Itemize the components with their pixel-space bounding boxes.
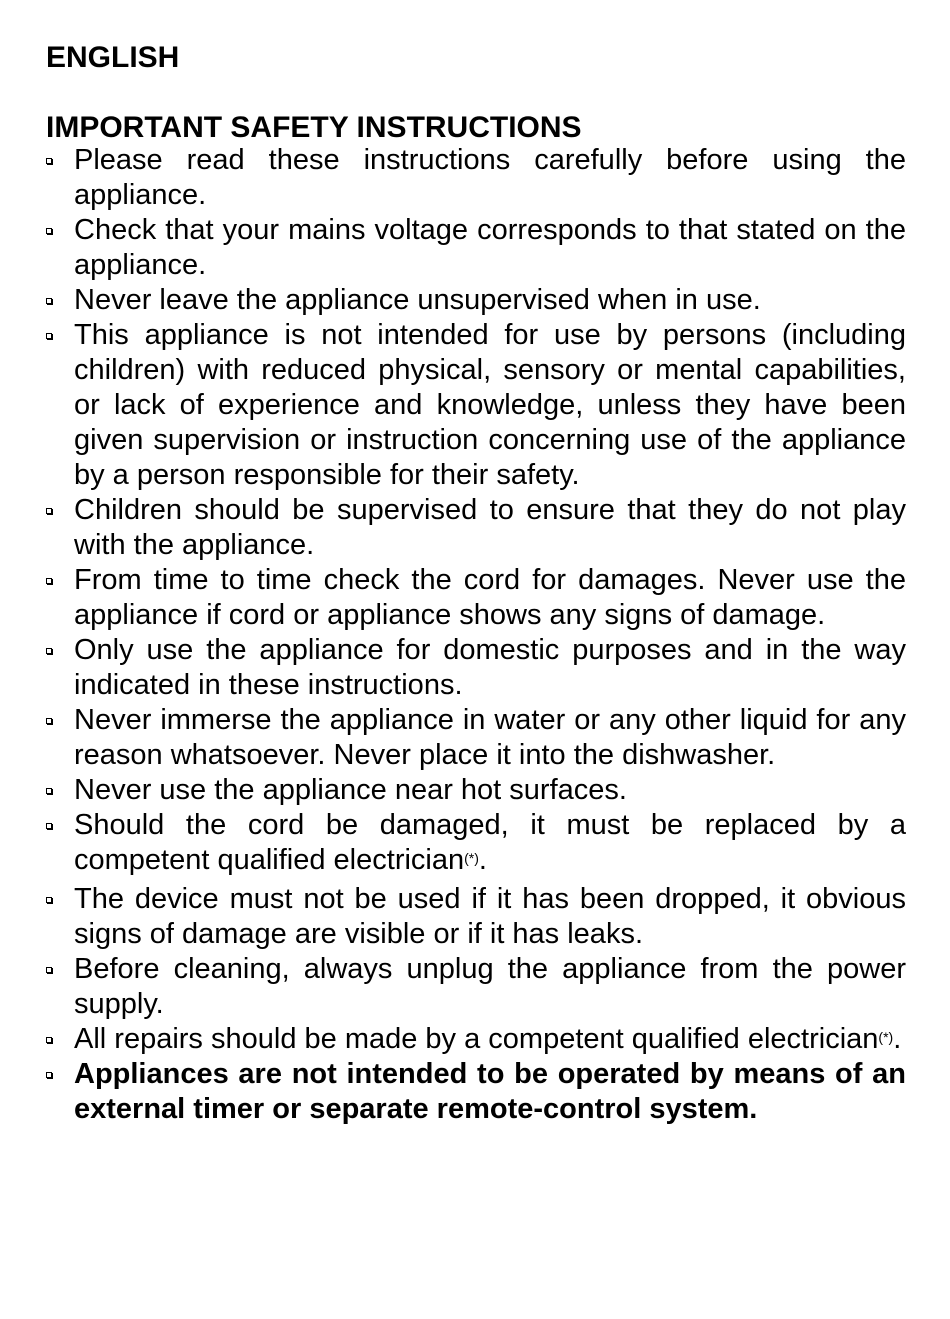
safety-instructions-list [46, 143, 906, 1127]
list-item [46, 1057, 906, 1127]
list-item [46, 633, 906, 703]
checkbox-bullet-icon [46, 718, 52, 724]
checkbox-bullet-icon [46, 578, 52, 584]
list-item [46, 318, 906, 493]
list-item [46, 563, 906, 633]
language-label: ENGLISH [46, 41, 180, 74]
list-item [46, 213, 906, 283]
checkbox-bullet-icon [46, 648, 52, 654]
item-text: Never use the appliance near hot surfaces. [74, 774, 627, 806]
item-text: Check that your mains voltage corresponds to that stated on the appliance. [74, 214, 906, 281]
checkbox-bullet-icon [46, 1037, 52, 1043]
checkbox-bullet-icon [46, 228, 52, 234]
list-item [46, 773, 906, 808]
list-item [46, 143, 906, 213]
item-text: From time to time check the cord for damages. Never use the appliance if cord or appliance shows any signs of damage. [74, 564, 906, 631]
checkbox-bullet-icon [46, 508, 52, 514]
checkbox-bullet-icon [46, 1072, 52, 1078]
safety-heading: IMPORTANT SAFETY INSTRUCTIONS [46, 111, 582, 144]
item-text: Please read these instructions carefully before using the appliance. [74, 144, 906, 211]
document-page [46, 38, 906, 1127]
item-text: This appliance is not intended for use by persons (including children) with reduced physical, sensory or mental capabilities, or lack of experience and knowledge, unless they have been given supervision or instruction concerning use of the appliance by a person responsible for their safety. [74, 319, 906, 491]
list-item [46, 1022, 906, 1057]
item-text: Children should be supervised to ensure that they do not play with the appliance. [74, 494, 906, 561]
checkbox-bullet-icon [46, 897, 52, 903]
checkbox-bullet-icon [46, 298, 52, 304]
list-item [46, 952, 906, 1022]
item-text: Appliances are not intended to be operated by means of an external timer or separate remote-control system. [74, 1058, 906, 1125]
footnote-reference: (*) [464, 850, 479, 866]
item-text: Should the cord be damaged, it must be replaced by a competent qualified electrician [74, 809, 906, 876]
item-text: Never leave the appliance unsupervised when in use. [74, 284, 761, 316]
checkbox-bullet-icon [46, 158, 52, 164]
list-item [46, 808, 906, 878]
item-text-end: . [893, 1023, 902, 1055]
checkbox-bullet-icon [46, 967, 52, 973]
list-item [46, 283, 906, 318]
checkbox-bullet-icon [46, 333, 52, 339]
list-item [46, 493, 906, 563]
item-text: All repairs should be made by a competent qualified electrician [74, 1023, 879, 1055]
item-text-end: . [478, 844, 487, 876]
item-text: Never immerse the appliance in water or any other liquid for any reason whatsoever. Never place it into the dishwasher. [74, 704, 906, 771]
footnote-reference: (*) [878, 1029, 894, 1045]
list-item [46, 703, 906, 773]
list-item [46, 882, 906, 952]
item-text: The device must not be used if it has been dropped, it obvious signs of damage are visible or if it has leaks. [74, 883, 906, 950]
item-text: Before cleaning, always unplug the appliance from the power supply. [74, 953, 906, 1020]
checkbox-bullet-icon [46, 788, 52, 794]
item-text: Only use the appliance for domestic purposes and in the way indicated in these instructions. [74, 634, 906, 701]
checkbox-bullet-icon [46, 823, 52, 829]
